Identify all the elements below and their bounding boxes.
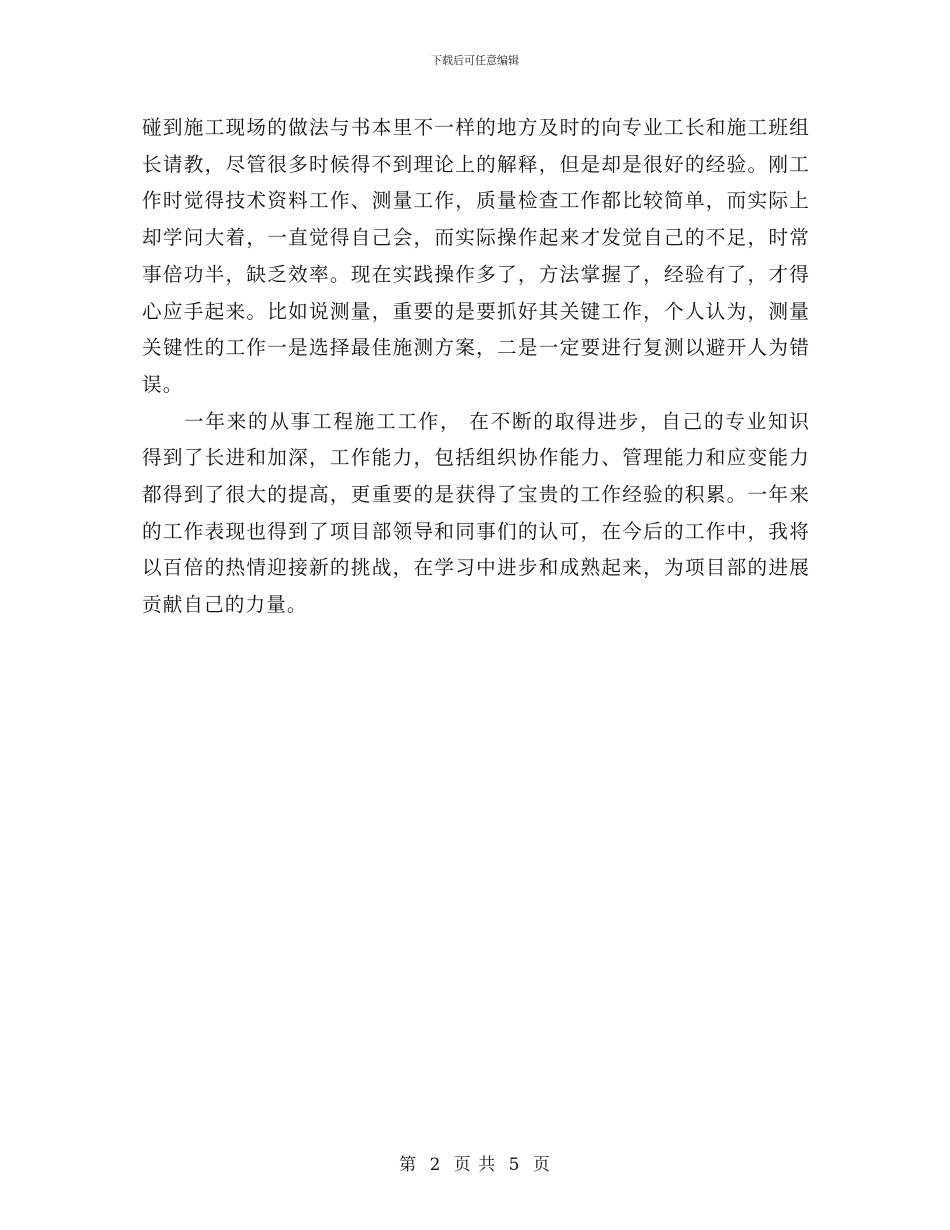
total-pages-number: 5 (508, 1155, 521, 1175)
page-prefix: 第 (399, 1155, 418, 1175)
download-note: 下载后可任意编辑 (431, 54, 519, 67)
paragraph-1: 碰到施工现场的做法与书本里不一样的地方及时的向专业工长和施工班组长请教，尽管很多时候得不到理论上的解释，但是却是很好的经验。刚工作时觉得技术资料工作、测量工作，质量检查工作都比较简单，而实际上却学问大着，一直觉得自己会，而实际操作起来才发觉自己的不足，时常事倍功半，缺乏效率。现在实践操作多了，方法掌握了，经验有了，才得心应手起来。比如说测量，重要的是要抓好其关键工作，个人认为，测量关键性的工作一是选择最佳施测方案，二是一定要进行复测以避开人为错误。 (142, 116, 810, 396)
page-mid-text: 页 共 (453, 1155, 497, 1175)
paragraph-2: 一年来的从事工程施工工作， 在不断的取得进步，自己的专业知识得到了长进和加深，工作能力，包括组织协作能力、管理能力和应变能力都得到了很大的提高，更重要的是获得了宝贵的工作经验的积累。一年来的工作表现也得到了项目部领导和同事们的认可，在今后的工作中，我将以百倍的热情迎接新的挑战，在学习中进步和成熟起来，为项目部的进展贡献自己的力量。 (142, 409, 810, 617)
document-body (142, 110, 810, 624)
page-suffix: 页 (532, 1155, 551, 1175)
current-page-number: 2 (429, 1155, 442, 1175)
page-number-footer (0, 1154, 950, 1176)
